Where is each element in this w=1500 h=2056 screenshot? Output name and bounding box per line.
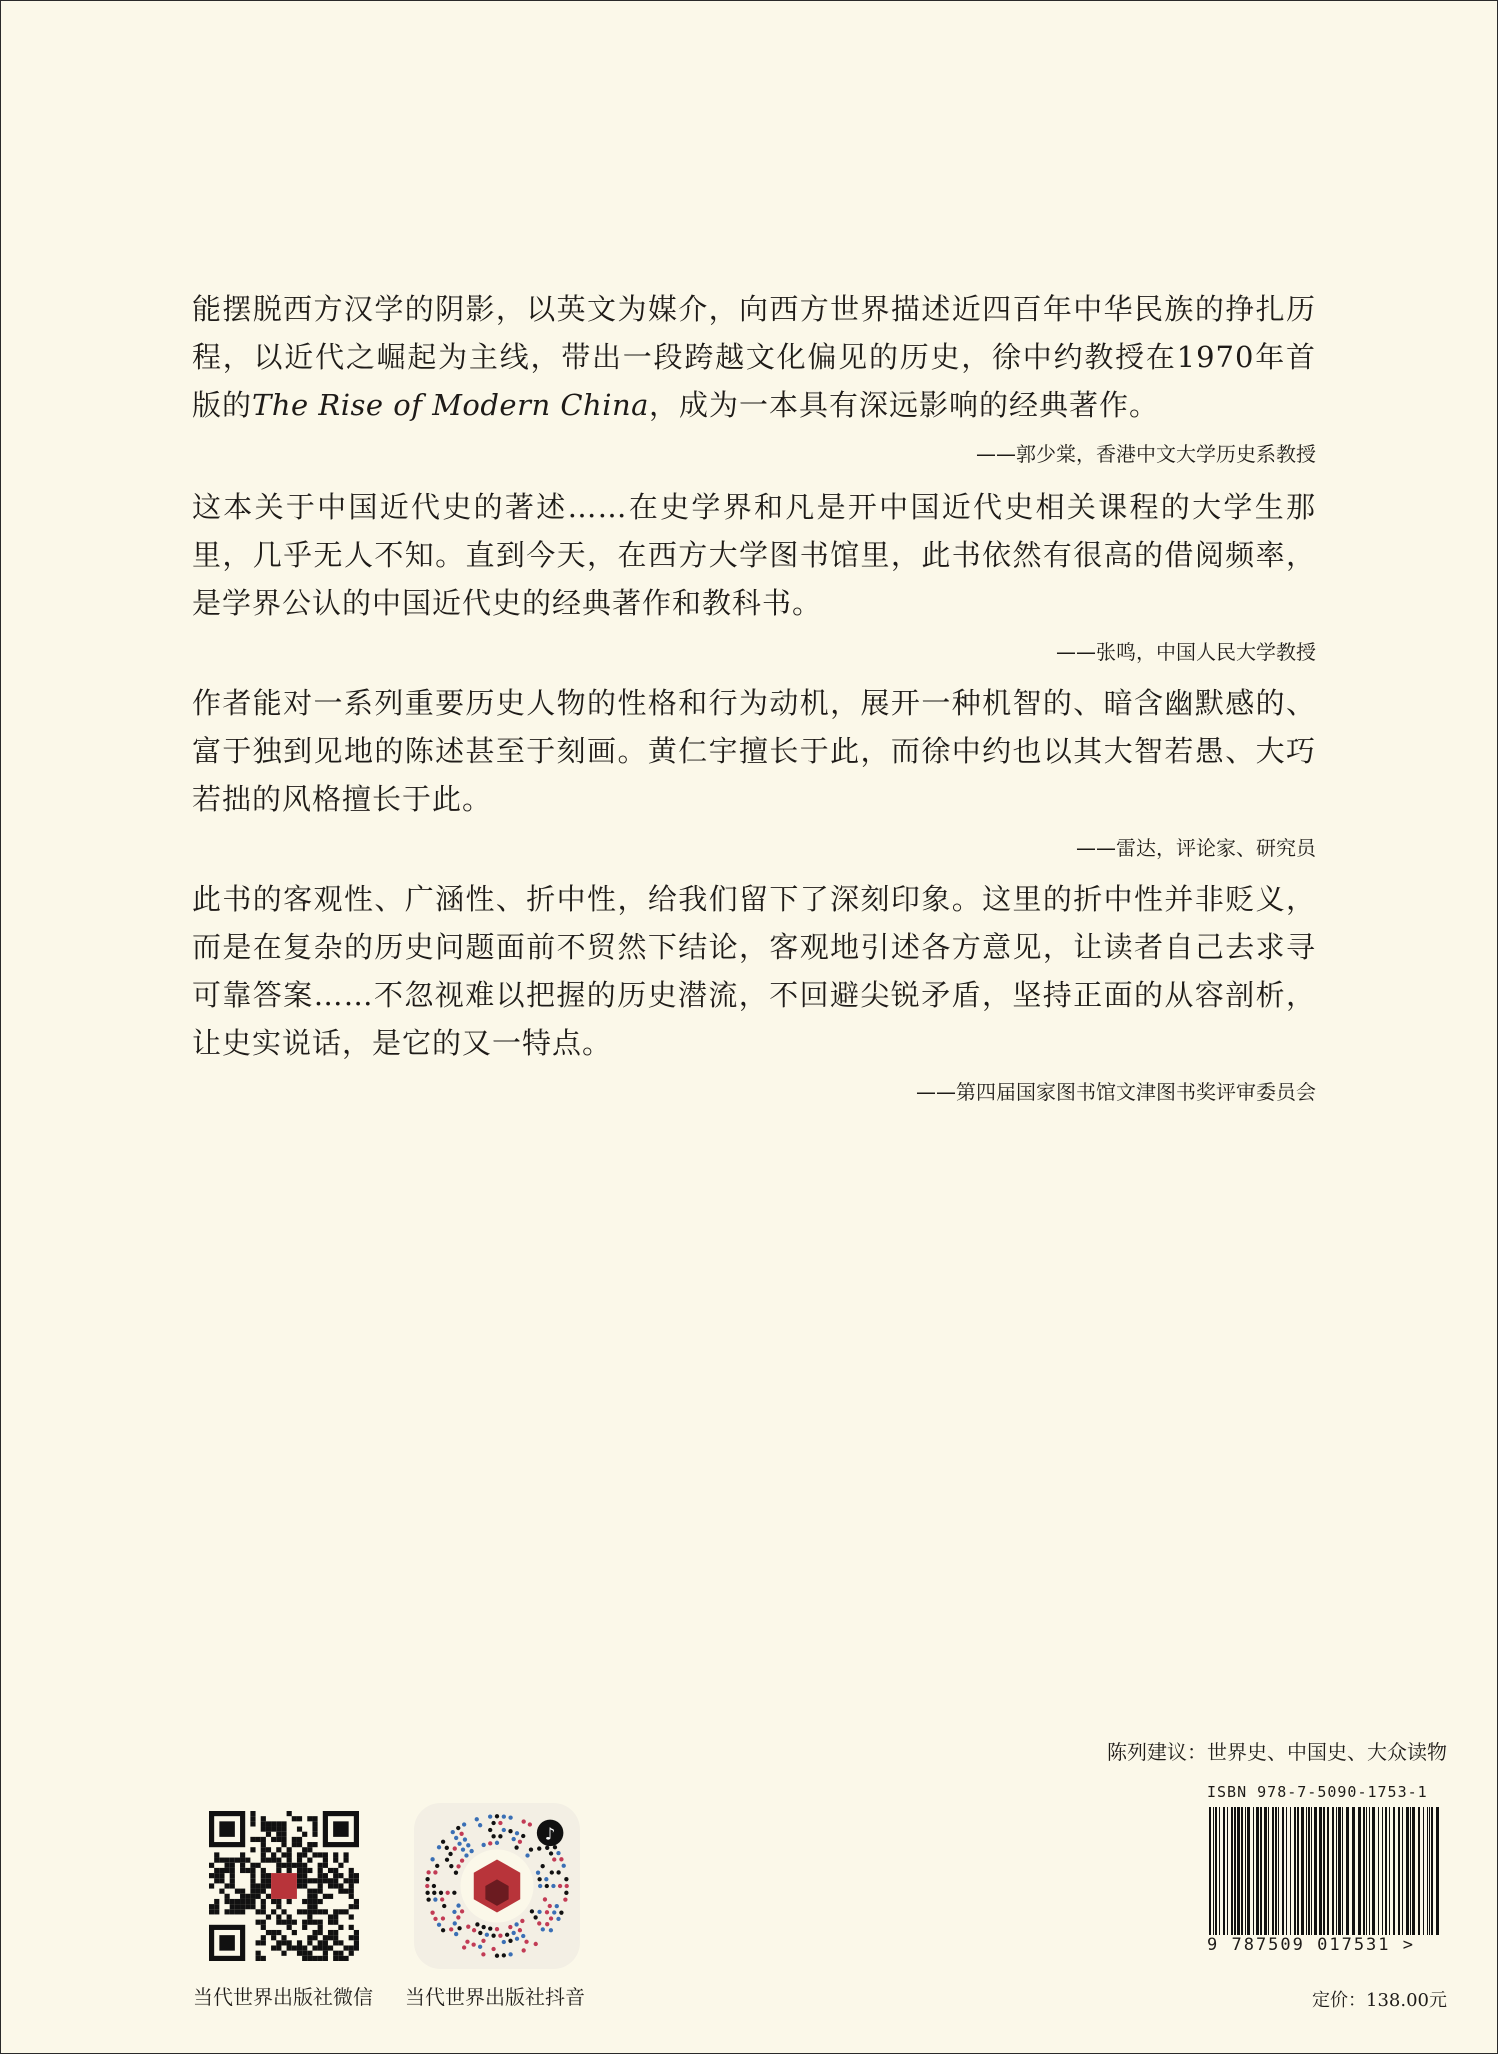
barcode-bar <box>1363 1807 1365 1935</box>
quote-2 <box>192 483 1316 667</box>
barcode-bar <box>1294 1807 1296 1935</box>
barcode-bar <box>1366 1807 1367 1935</box>
barcode-bar <box>1323 1807 1325 1935</box>
barcode-bar <box>1346 1807 1349 1935</box>
barcode-bar <box>1237 1807 1240 1935</box>
barcode-bar <box>1209 1807 1211 1935</box>
barcode-bar <box>1245 1807 1246 1935</box>
barcode-bar <box>1342 1807 1343 1935</box>
barcode-bar <box>1234 1807 1236 1935</box>
barcode-bar <box>1290 1807 1291 1935</box>
barcode-bar <box>1227 1807 1228 1935</box>
barcode-bar <box>1314 1807 1317 1935</box>
quote-2-text: 这本关于中国近代史的著述……在史学界和凡是开中国近代史相关课程的大学生那里，几乎无人不知。直到今天，在西方大学图书馆里，此书依然有很高的借阅频率，是学界公认的中国近代史的经典著作和教科书。 <box>192 490 1316 620</box>
wechat-qr-label: 当代世界出版社微信 <box>193 1985 373 2009</box>
barcode-bar <box>1256 1807 1259 1935</box>
barcode-bar <box>1382 1807 1383 1935</box>
quote-1-text: 能摆脱西方汉学的阴影，以英文为媒介，向西方世界描述近四百年中华民族的挣扎历程，以近代之崛起为主线，带出一段跨越文化偏见的历史，徐中约教授在1970年首版的The Rise of Modern China，成为一本具有深远影响的经典著作。 <box>192 292 1316 422</box>
barcode-bar <box>1378 1807 1379 1935</box>
barcode-bar <box>1389 1807 1390 1935</box>
barcode-icon <box>1207 1807 1443 1935</box>
quote-3-text: 作者能对一系列重要历史人物的性格和行为动机，展开一种机智的、暗含幽默感的、富于独到见地的陈述甚至于刻画。黄仁宇擅长于此，而徐中约也以其大智若愚、大巧若拙的风格擅长于此。 <box>192 686 1316 816</box>
barcode-bar <box>1423 1807 1424 1935</box>
quote-2-attribution: ——张鸣，中国人民大学教授 <box>1056 640 1316 664</box>
book-title-italic: The Rise of Modern China <box>252 388 649 422</box>
barcode-bar <box>1306 1807 1307 1935</box>
barcode-bar <box>1264 1807 1267 1935</box>
barcode-bar <box>1219 1807 1220 1935</box>
barcode-bar <box>1297 1807 1299 1935</box>
barcode-bar <box>1338 1807 1341 1935</box>
barcode-bar <box>1352 1807 1355 1935</box>
quote-4-attribution: ——第四届国家图书馆文津图书奖评审委员会 <box>916 1080 1316 1104</box>
shelving-suggestion: 陈列建议：世界史、中国史、大众读物 <box>1107 1740 1447 1764</box>
barcode-bar <box>1241 1807 1243 1935</box>
wechat-qr-icon <box>209 1811 359 1961</box>
barcode-bar <box>1278 1807 1279 1935</box>
barcode-bar <box>1311 1807 1312 1935</box>
quote-4 <box>192 875 1316 1107</box>
barcode-bar <box>1402 1807 1403 1935</box>
barcode-bar <box>1215 1807 1217 1935</box>
barcode-bar <box>1223 1807 1225 1935</box>
barcode-bar <box>1336 1807 1337 1935</box>
barcode-bar <box>1412 1807 1415 1935</box>
barcode-bar <box>1332 1807 1334 1935</box>
isbn-digits: 9 787509 017531 > <box>1207 1935 1415 1955</box>
barcode-bar <box>1410 1807 1411 1935</box>
douyin-qr-icon <box>414 1803 580 1969</box>
barcode-bar <box>1272 1807 1274 1935</box>
barcode-bar <box>1231 1807 1233 1935</box>
isbn-text: ISBN 978-7-5090-1753-1 <box>1207 1783 1428 1801</box>
barcode-bar <box>1260 1807 1262 1935</box>
quote-4-text: 此书的客观性、广涵性、折中性，给我们留下了深刻印象。这里的折中性并非贬义，而是在复杂的历史问题面前不贸然下结论，客观地引述各方意见，让读者自己去求寻可靠答案……不忽视难以把握的历史潜流，不回避尖锐矛盾，坚持正面的从容剖析，让史实说话，是它的又一特点。 <box>192 882 1316 1060</box>
barcode-bar <box>1308 1807 1310 1935</box>
barcode-bar <box>1286 1807 1287 1935</box>
barcode-bar <box>1385 1807 1387 1935</box>
barcode-bar <box>1427 1807 1428 1935</box>
barcode-bar <box>1372 1807 1375 1935</box>
barcode-bar <box>1418 1807 1420 1935</box>
barcode-bar <box>1431 1807 1433 1935</box>
barcode-bar <box>1319 1807 1322 1935</box>
barcode-bar <box>1398 1807 1400 1935</box>
barcode-bar <box>1406 1807 1409 1935</box>
barcode-bar <box>1393 1807 1395 1935</box>
barcode-bar <box>1358 1807 1361 1935</box>
quote-3 <box>192 679 1316 863</box>
barcode-bar <box>1436 1807 1439 1935</box>
quote-1-attribution: ——郭少棠，香港中文大学历史系教授 <box>976 442 1316 466</box>
barcode-bar <box>1369 1807 1370 1935</box>
douyin-qr-label: 当代世界出版社抖音 <box>405 1985 585 2009</box>
barcode-bar <box>1301 1807 1304 1935</box>
barcode-bar <box>1247 1807 1250 1935</box>
barcode-bar <box>1268 1807 1269 1935</box>
svg-text:♪: ♪ <box>544 1824 556 1844</box>
price: 定价：138.00元 <box>1312 1990 1447 2011</box>
barcode-bar <box>1429 1807 1430 1935</box>
barcode-bar <box>1275 1807 1277 1935</box>
quote-3-attribution: ——雷达，评论家、研究员 <box>1076 836 1316 860</box>
barcode-bar <box>1327 1807 1329 1935</box>
isbn-barcode <box>1207 1783 1453 1961</box>
barcode-bar <box>1253 1807 1254 1935</box>
quote-1 <box>192 285 1316 469</box>
barcode-bar <box>1282 1807 1284 1935</box>
barcode-bar <box>1213 1807 1214 1935</box>
